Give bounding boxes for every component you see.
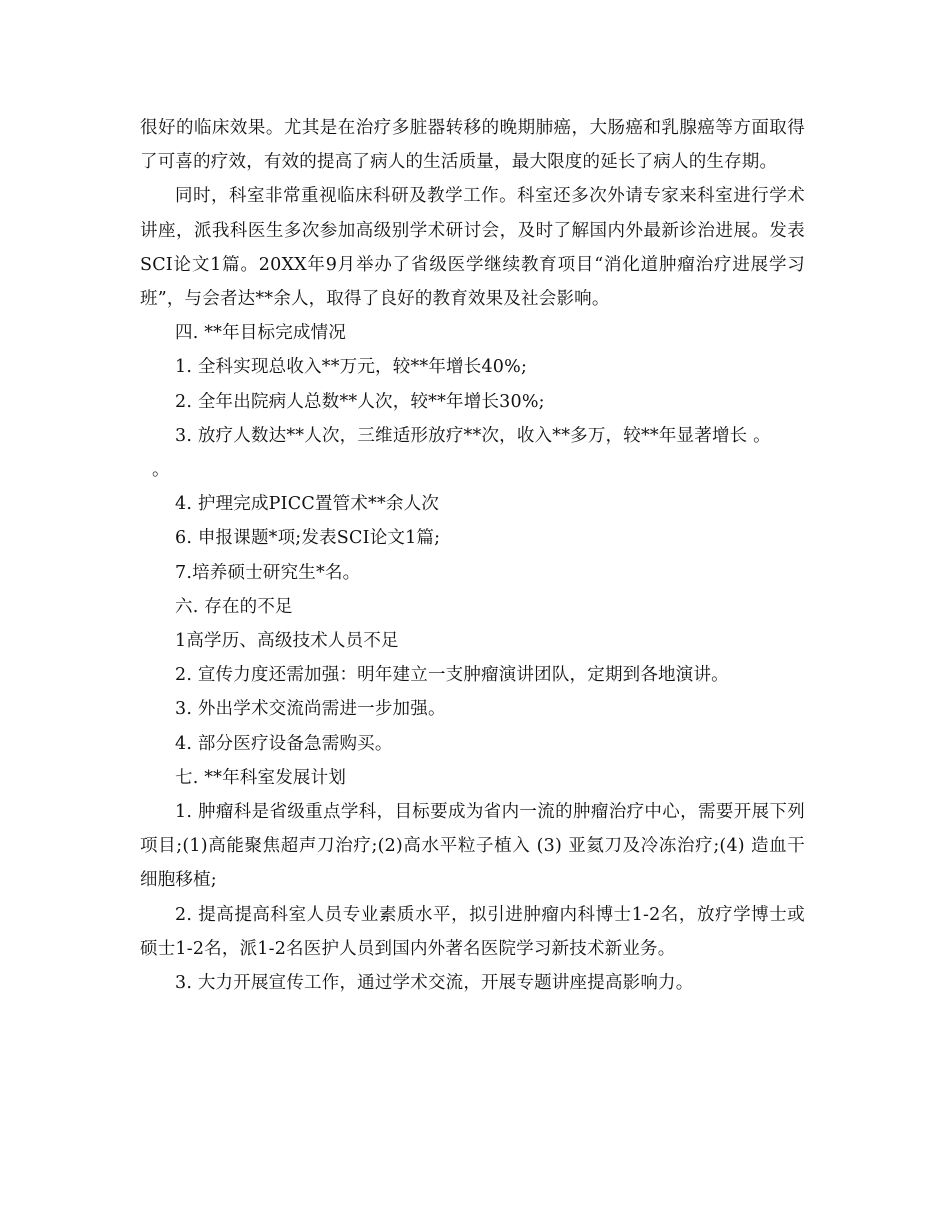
section-heading-shortcomings: 六. 存在的不足: [175, 596, 293, 617]
list-item-shortcoming-1: 1高学历、高级技术人员不足: [175, 631, 399, 652]
list-item-goal-6: 6. 申报课题*项;发表SCI论文1篇;: [175, 528, 441, 549]
list-item-plan-3: 3. 大力开展宣传工作，通过学术交流，开展专题讲座提高影响力。: [175, 973, 694, 994]
list-item-goal-1: 1. 全科实现总收入**万元，较**年增长40%;: [175, 357, 528, 378]
list-item-shortcoming-3: 3. 外出学术交流尚需进一步加强。: [175, 699, 446, 720]
list-item-goal-3: 3. 放疗人数达**人次，三维适形放疗**次，收入**多万，较**年显著增长 。: [175, 425, 771, 446]
paragraph-clinical-effect: 很好的临床效果。尤其是在治疗多脏器转移的晚期肺癌，大肠癌和乳腺癌等方面取得了可喜的疗效，有效的提高了病人的生活质量，最大限度的延长了病人的生存期。: [140, 118, 805, 173]
document-body: [140, 111, 805, 1000]
list-item-goal-2: 2. 全年出院病人总数**人次，较**年增长30%;: [175, 391, 545, 412]
list-item-plan-1: 1. 肿瘤科是省级重点学科，目标要成为省内一流的肿瘤治疗中心，需要开展下列项目;(1)高能聚焦超声刀治疗;(2)高水平粒子植入 (3) 亚氦刀及冷冻治疗;(4) 造血干细胞移植;: [140, 802, 805, 891]
list-item-shortcoming-4: 4. 部分医疗设备急需购买。: [175, 733, 393, 754]
paragraph-research-teaching: 同时，科室非常重视临床科研及教学工作。科室还多次外请专家来科室进行学术讲座，派我科医生多次参加高级别学术研讨会，及时了解国内外最新诊治进展。发表SCI论文1篇。20XX年9月举办了省级医学继续教育项目“消化道肿瘤治疗进展学习班”，与会者达**余人，取得了良好的教育效果及社会影响。: [140, 186, 805, 310]
list-item-shortcoming-2: 2. 宣传力度还需加强：明年建立一支肿瘤演讲团队，定期到各地演讲。: [175, 665, 729, 686]
section-heading-plan: 七. **年科室发展计划: [175, 767, 347, 788]
list-item-goal-4: 4. 护理完成PICC置管术**余人次: [175, 494, 440, 515]
list-item-plan-2: 2. 提高提高科室人员专业素质水平，拟引进肿瘤内科博士1-2名，放疗学博士或硕士1-2名，派1-2名医护人员到国内外著名医院学习新技术新业务。: [140, 904, 805, 959]
section-heading-goals: 四. **年目标完成情况: [175, 323, 347, 344]
list-item-goal-7: 7.培养硕士研究生*名。: [175, 562, 361, 583]
stray-punctuation: 。: [152, 460, 170, 481]
